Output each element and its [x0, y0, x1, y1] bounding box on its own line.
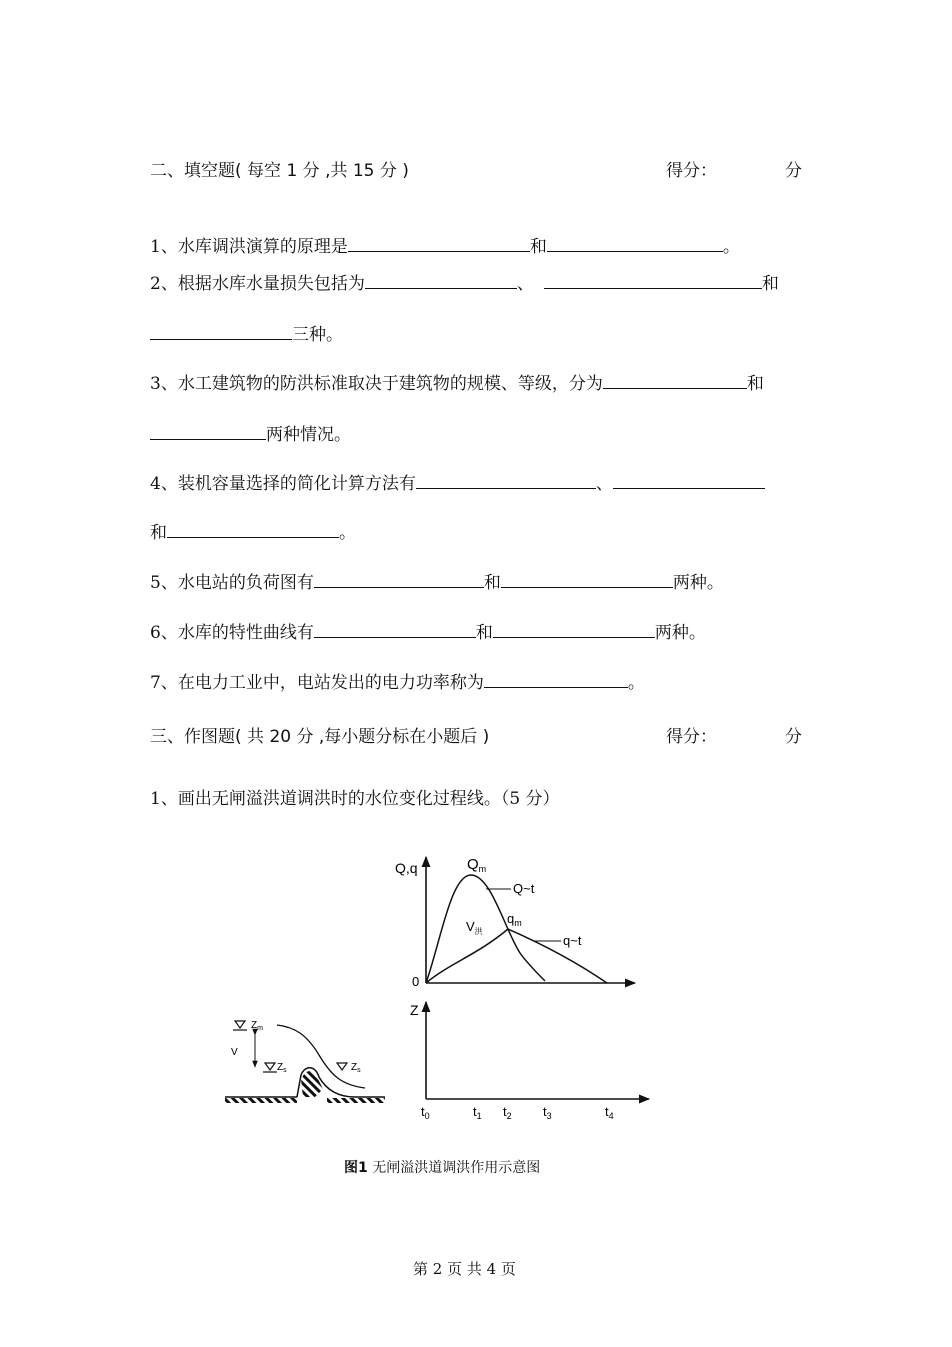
question-3 [150, 369, 764, 394]
outflow-label: q~t [563, 933, 582, 948]
q2-end: 三种。 [292, 325, 343, 345]
q6-blank-1[interactable] [314, 623, 476, 638]
q2-prefix: 2、根据水库水量损失包括为 [150, 274, 365, 294]
q1-blank-1[interactable] [348, 237, 530, 252]
q4-blank-3[interactable] [167, 523, 339, 538]
t1-label: $t_1$ [473, 1104, 482, 1121]
question-7 [150, 668, 645, 693]
q1-blank-2[interactable] [547, 237, 723, 252]
page-number: 第 2 页 共 4 页 [413, 1260, 516, 1278]
figure-caption [344, 1157, 540, 1177]
zs-label: $Z_s$ [277, 1062, 287, 1074]
q2-mid: 和 [761, 274, 779, 294]
question-5 [150, 568, 724, 593]
q2-blank-1[interactable] [365, 274, 517, 289]
section3-score-label: 得分： [666, 727, 717, 747]
q5-prefix: 5、水电站的负荷图有 [150, 573, 314, 593]
q3-blank-2[interactable] [150, 425, 266, 440]
q2-blank-3[interactable] [150, 325, 292, 340]
q5-mid: 和 [483, 573, 501, 593]
q2-blank-2[interactable] [544, 274, 762, 289]
q3-end: 两种情况。 [266, 425, 351, 445]
q4-end: 。 [339, 523, 356, 543]
q6-prefix: 6、水库的特性曲线有 [150, 623, 314, 643]
q2-sep: 、 [516, 274, 534, 294]
q7-prefix: 7、在电力工业中，电站发出的电力功率称为 [150, 673, 484, 693]
question-4 [150, 469, 765, 494]
inflow-label: Q~t [513, 881, 535, 896]
section2-score-unit: 分 [785, 161, 802, 181]
q4-mid: 和 [150, 523, 167, 543]
zm-triangle-icon [235, 1021, 245, 1028]
question-3-line2 [150, 420, 351, 445]
t3-label: $t_3$ [543, 1104, 552, 1121]
spillway-flood-routing-figure [215, 845, 655, 1125]
origin-label: 0 [412, 974, 420, 989]
qm-peak-label: $Q_m$ [467, 856, 487, 874]
q4-sep: 、 [595, 474, 613, 494]
q4-blank-1[interactable] [416, 474, 596, 489]
v-label: V [231, 1047, 238, 1058]
q1-end: 。 [722, 237, 740, 257]
q5-blank-1[interactable] [314, 573, 484, 588]
zm-label: $Z_m$ [251, 1020, 263, 1032]
q1-mid: 和 [529, 237, 547, 257]
section2-score-label: 得分： [666, 161, 717, 181]
water-surface [277, 1025, 365, 1088]
t4-label: $t_4$ [605, 1104, 614, 1121]
q5-blank-2[interactable] [501, 573, 673, 588]
outflow-peak-label: $q_m$ [507, 911, 522, 928]
ground-left-hatch [225, 1098, 297, 1103]
question-1 [150, 232, 740, 257]
section2-title: 二、填空题( 每空 1 分 ,共 15 分 ) [150, 161, 409, 181]
question-4-line2 [150, 518, 356, 543]
q6-blank-2[interactable] [493, 623, 655, 638]
z-axis-label: Z [410, 1002, 419, 1018]
section3-title: 三、作图题( 共 20 分 ,每小题分标在小题后 ) [150, 727, 490, 747]
q4-blank-2[interactable] [613, 474, 765, 489]
zs-downstream-label: $Z_s$ [351, 1062, 361, 1074]
q6-mid: 和 [475, 623, 493, 643]
q7-end: 。 [627, 673, 645, 693]
caption-text: 无闸溢洪道调洪作用示意图 [372, 1160, 541, 1176]
zs-downstream-triangle-icon [337, 1063, 347, 1070]
caption-prefix: 图1 [344, 1160, 368, 1176]
q3-blank-1[interactable] [603, 374, 747, 389]
t0-label: $t_0$ [421, 1104, 430, 1121]
zs-triangle-icon [265, 1063, 275, 1070]
weir-hatch [301, 1071, 323, 1097]
q1-prefix: 1、水库调洪演算的原理是 [150, 237, 348, 257]
question-6 [150, 618, 706, 643]
q3-prefix: 3、水工建筑物的防洪标准取决于建筑物的规模、等级，分为 [150, 374, 603, 394]
q4-prefix: 4、装机容量选择的简化计算方法有 [150, 474, 416, 494]
t2-label: $t_2$ [503, 1104, 512, 1121]
question-2-line2 [150, 320, 343, 345]
q6-end: 两种。 [654, 623, 706, 643]
volume-label: $V_洪$ [466, 919, 483, 936]
q-axis-label: Q,q [395, 860, 418, 876]
q7-blank-1[interactable] [484, 673, 628, 688]
question-2 [150, 269, 779, 294]
section3-question-1: 1、画出无闸溢洪道调洪时的水位变化过程线。（5 分） [150, 789, 560, 809]
ground-right-hatch [327, 1098, 385, 1103]
section3-score-unit: 分 [785, 727, 802, 747]
q3-mid: 和 [746, 374, 764, 394]
q5-end: 两种。 [672, 573, 724, 593]
